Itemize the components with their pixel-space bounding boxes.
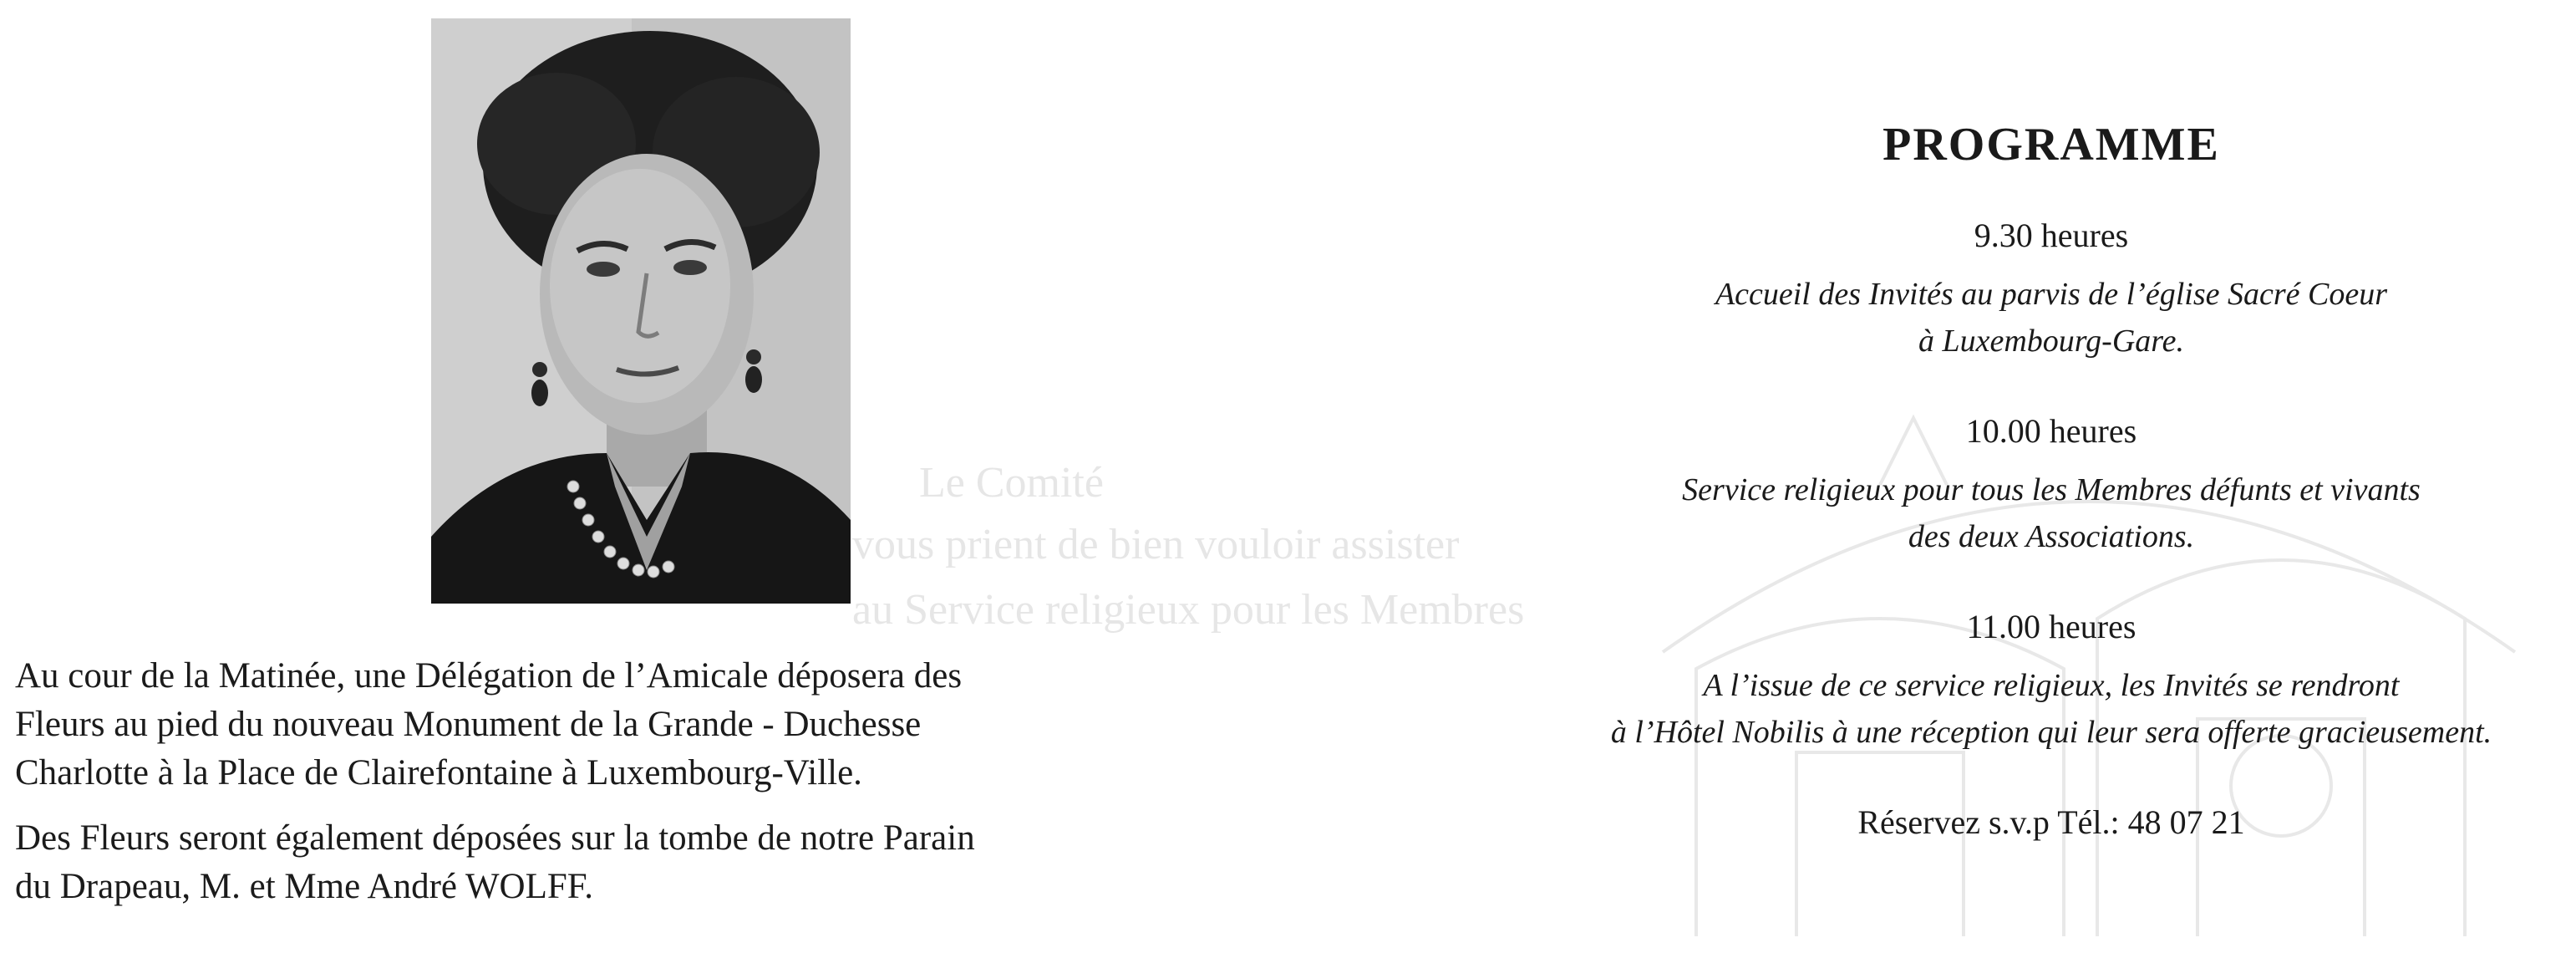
programme-description	[1537, 466, 2565, 560]
paragraph-flowers-monument	[15, 652, 1268, 798]
text-line: Des Fleurs seront également déposées sur la tombe de notre Parain	[15, 818, 975, 858]
programme-item	[1537, 212, 2565, 364]
programme-time: 11.00 heures	[1966, 608, 2137, 645]
text-line: du Drapeau, M. et Mme André WOLFF.	[15, 867, 594, 906]
programme-title: PROGRAMME	[1882, 119, 2220, 171]
paragraph-flowers-tomb	[15, 814, 1268, 911]
programme-panel	[1537, 117, 2565, 846]
programme-time: 9.30 heures	[1974, 217, 2129, 254]
show-through-text: Le Comité	[919, 459, 1104, 507]
reservation-phone: Réservez s.v.p Tél.: 48 07 21	[1857, 803, 2245, 841]
text-line: Charlotte à la Place de Clairefontaine à Luxembourg-Ville.	[15, 753, 862, 792]
programme-item	[1537, 604, 2565, 756]
left-text-block	[15, 652, 1268, 911]
text-line: à Luxembourg-Gare.	[1918, 324, 2185, 359]
show-through-text: au Service religieux pour les Membres	[852, 586, 1525, 634]
text-line: Au cour de la Matinée, une Délégation de l’Amicale déposera des	[15, 656, 963, 696]
show-through-text: vous prient de bien vouloir assister	[852, 521, 1460, 568]
text-line: Accueil des Invités au parvis de l’église Sacré Coeur	[1715, 277, 2388, 312]
programme-time: 10.00 heures	[1965, 412, 2137, 450]
portrait-photo	[431, 18, 851, 604]
text-line: Fleurs au pied du nouveau Monument de la Grande - Duchesse	[15, 705, 922, 744]
text-line: des deux Associations.	[1908, 519, 2195, 554]
text-line: à l’Hôtel Nobilis à une réception qui leur sera offerte gracieusement.	[1610, 715, 2492, 750]
programme-item	[1537, 408, 2565, 560]
programme-description	[1537, 662, 2565, 756]
text-line: A l’issue de ce service religieux, les Invités se rendront	[1703, 668, 2400, 703]
text-line: Service religieux pour tous les Membres défunts et vivants	[1682, 472, 2421, 507]
programme-description	[1537, 271, 2565, 364]
